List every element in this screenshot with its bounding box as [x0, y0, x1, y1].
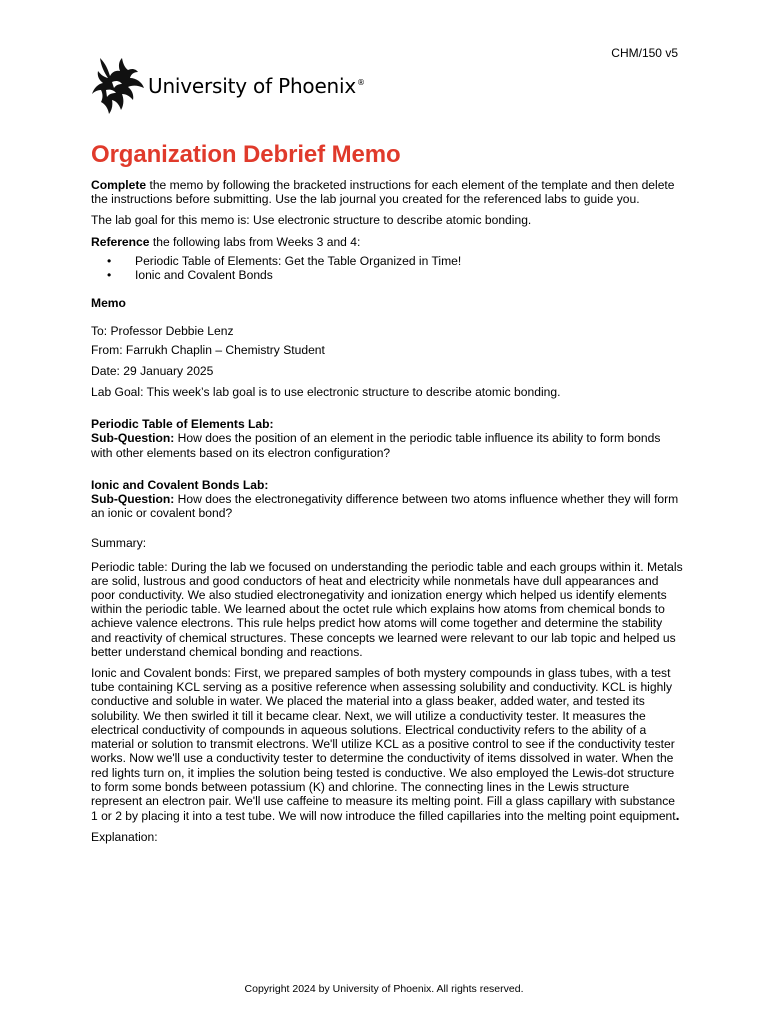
logo-text: University of Phoenix® [148, 74, 365, 98]
list-item: • Ionic and Covalent Bonds [107, 268, 273, 283]
reference-lab-list [107, 254, 683, 282]
registered-mark: ® [357, 78, 365, 87]
intro-reference: Reference the following labs from Weeks 3 and 4: [91, 234, 361, 249]
page-title: Organization Debrief Memo [91, 141, 401, 168]
university-logo [92, 56, 365, 116]
phoenix-bird-icon [92, 56, 146, 116]
copyright-footer: Copyright 2024 by University of Phoenix. All rights reserved. [244, 983, 524, 995]
lab1-title: Periodic Table of Elements Lab: [91, 417, 274, 432]
course-code: CHM/150 v5 [611, 46, 678, 60]
lab2-title: Ionic and Covalent Bonds Lab: [91, 477, 269, 492]
lab1-sub-question: Sub-Question: How does the position of an element in the periodic table influence its ability to form bonds with other elements based on its electron configuration? [91, 431, 661, 460]
summary-label: Summary: [91, 536, 147, 551]
summary-periodic-table: Periodic table: During the lab we focused on understanding the periodic table and each groups within it. Metals are solid, lustrous and good conductors of heat and electricity while nonmetals have dull appearances and poor conductivity. We also studied electronegativity and ionization energy which helped us identify elements within the periodic table. We learned about the octet rule which explains how atoms from chemical bonds to achieve valence electrons. This rule helps predict how atoms will come together and determine the stability and reactivity of chemical structures. These concepts we learned were relevant to our lab topic and helped us better understand chemical bonding and reactions. [91, 559, 683, 659]
explanation-label: Explanation: [91, 830, 158, 845]
memo-to: To: Professor Debbie Lenz [91, 324, 234, 339]
memo-from: From: Farrukh Chaplin – Chemistry Student [91, 342, 325, 357]
lab2-sub-question: Sub-Question: How does the electronegativity difference between two atoms influence whether they will form an ionic or covalent bond? [91, 492, 679, 521]
summary-ionic-covalent: Ionic and Covalent bonds: First, we prepared samples of both mystery compounds in glass tubes, with a test tube containing KCL serving as a positive reference when assessing solubility and conductivity. KCL is highly conductive and soluble in water. We placed the material into a glass beaker, added water, and tested its solubility. We then swirled it till it became clear. Next, we will utilize a conductivity tester. It measures the electrical conductivity of compounds in aqueous solutions. Electrical conductivity refers to the ability of a material or solution to transmit electrons. We'll utilize KCL as a positive control to see if the conductivity tester works. Now we'll use a conductivity tester to determine the conductivity of items dissolved in water. When the red lights turn on, it implies the solution being tested is conductive. We also employed the Lewis-dot structure to form some bonds between potassium (K) and chlorine. The connecting lines in the Lewis structure represent an electron pair. We'll use caffeine to measure its melting point. Fill a glass capillary with substance 1 or 2 by placing it into a test tube. We will now introduce the filled capillaries into the melting point equipment. [91, 666, 680, 824]
memo-lab-goal: Lab Goal: This week’s lab goal is to use electronic structure to describe atomic bonding. [91, 385, 561, 400]
intro-goal: The lab goal for this memo is: Use electronic structure to describe atomic bonding. [91, 213, 532, 228]
list-item: • Periodic Table of Elements: Get the Table Organized in Time! [107, 253, 462, 268]
memo-body [91, 140, 683, 852]
intro-complete: Complete the memo by following the bracketed instructions for each element of the template and then delete the instructions before submitting. Use the lab journal you created for the referenced labs to guide you. [91, 178, 675, 207]
memo-heading: Memo [91, 296, 126, 311]
memo-date: Date: 29 January 2025 [91, 363, 214, 378]
